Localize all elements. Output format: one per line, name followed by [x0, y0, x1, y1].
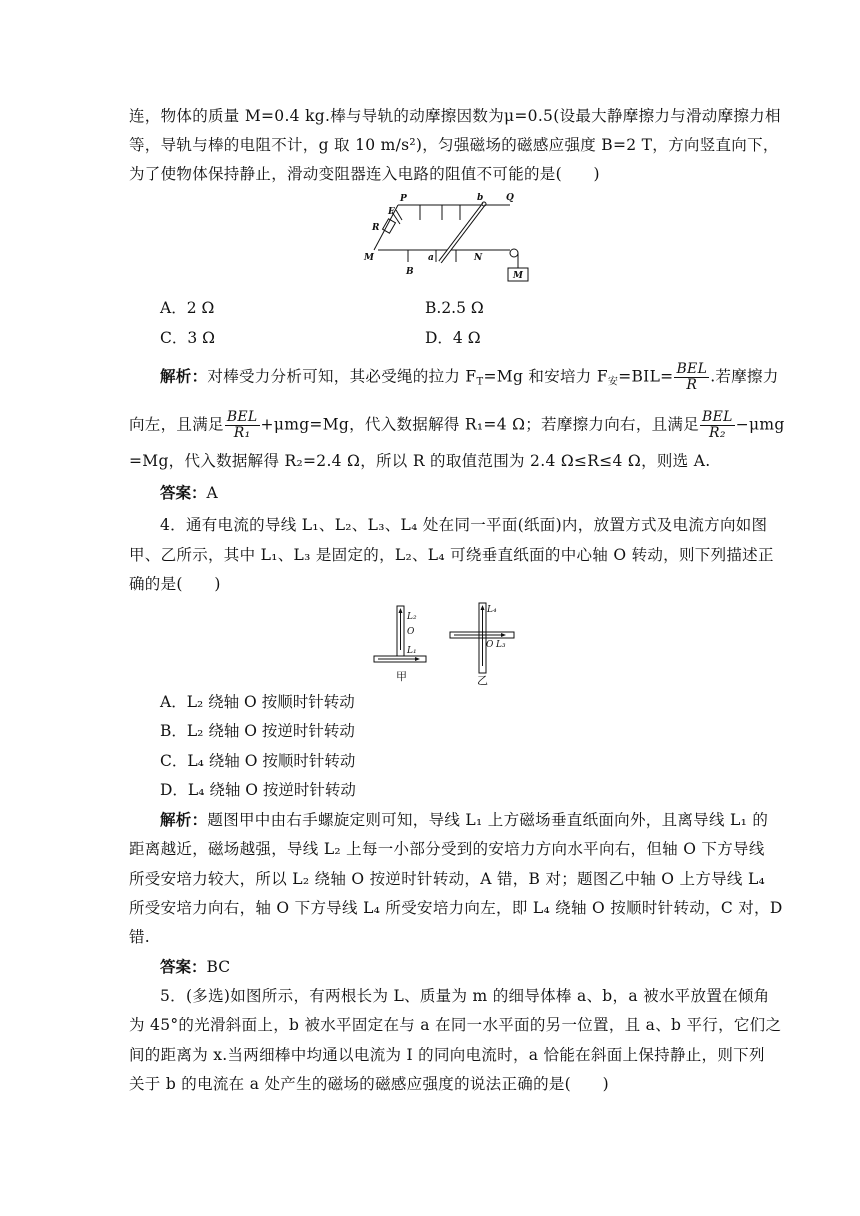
- label-jia: 甲: [396, 670, 407, 683]
- q4-analysis-line-4: 所受安培力向右，轴 O 下方导线 L₄ 所受安培力向左，即 L₄ 绕轴 O 按顺时针转动，C 对，D: [129, 899, 783, 917]
- label-mass: M: [513, 271, 523, 281]
- label-l4: L₄: [487, 605, 497, 615]
- q3-option-d: D．4 Ω: [425, 329, 481, 347]
- q4-line-2: 甲、乙所示，其中 L₁、L₃ 是固定的，L₂、L₄ 可绕垂直纸面的中心轴 O 转动，则下列描述正: [129, 546, 774, 564]
- q3-line-2: 等，导轨与棒的电阻不计，g 取 10 m/s²)，匀强磁场的磁感应强度 B=2 T，方向竖直向下，: [129, 136, 779, 154]
- q4-option-b: B．L₂ 绕轴 O 按逆时针转动: [160, 722, 355, 740]
- q3-line-3: 为了使物体保持静止，滑动变阻器连入电路的阻值不可能的是( ): [129, 165, 600, 183]
- label-yi: 乙: [477, 674, 488, 687]
- q3-analysis-line-1: 解析：对棒受力分析可知，其必受绳的拉力 $F_T=Mg$ 和安培力 $F_安=BIL=$ $\frac{\text{BEL}}{R}$ .若摩擦力: [160, 361, 779, 393]
- q5-line-2: 为 45°的光滑斜面上，b 被水平固定在与 a 在同一水平面的另一位置，且 a、b 平行，它们之: [129, 1016, 782, 1034]
- q4-option-c: C．L₄ 绕轴 O 按顺时针转动: [160, 752, 356, 770]
- label-q: Q: [506, 193, 514, 203]
- q3-option-c: C．3 Ω: [160, 329, 215, 347]
- fraction-bel-r2: $\frac{\text{BEL}}{\text{R₂}}$: [702, 409, 733, 441]
- q5-line-1: 5．(多选)如图所示，有两根长为 L、质量为 m 的细导体棒 a、b，a 被水平放置在倾角: [160, 987, 770, 1005]
- q4-line-3: 确的是( ): [129, 575, 221, 593]
- q4-analysis-label: 解析：: [160, 810, 208, 829]
- label-m: M: [364, 253, 374, 263]
- fraction-bel-r1: $\frac{\text{BEL}}{\text{R₁}}$: [226, 409, 258, 441]
- q5-line-3: 间的距离为 x.当两细棒中均通以电流为 I 的同向电流时，a 恰能在斜面上保持静止，则下列: [129, 1046, 765, 1064]
- label-l1: L₁: [407, 646, 417, 656]
- label-n: N: [474, 253, 483, 263]
- label-l3: L₃: [496, 640, 506, 650]
- q4-analysis-line-1: 解析：题图甲中由右手螺旋定则可知，导线 L₁ 上方磁场垂直纸面向外，且离导线 L₁ 的: [160, 810, 769, 829]
- label-r: R: [372, 223, 380, 233]
- label-l2: L₂: [407, 612, 417, 622]
- q3-analysis-label: 解析：: [160, 366, 208, 386]
- q3-line-1: 连，物体的质量 M=0.4 kg.棒与导轨的动摩擦因数为μ=0.5(设最大静摩擦力与滑动摩擦力相: [129, 107, 781, 125]
- q3-option-b: B.2.5 Ω: [425, 299, 484, 317]
- q4-answer: 答案：BC: [160, 957, 231, 976]
- wires-figure: [370, 600, 530, 688]
- fraction-bel-r: $\frac{\text{BEL}}{R}$: [676, 361, 708, 393]
- q3-analysis-line-3: =Mg，代入数据解得 R₂=2.4 Ω，所以 R 的取值范围为 2.4 Ω≤R≤4 Ω，则选 A.: [129, 452, 711, 470]
- q4-option-d: D．L₄ 绕轴 O 按逆时针转动: [160, 781, 356, 799]
- q5-line-4: 关于 b 的电流在 a 处产生的磁场的磁感应强度的说法正确的是( ): [129, 1075, 609, 1093]
- label-b: b: [477, 193, 484, 203]
- q3-analysis-line-2: 向左，且满足 $\frac{\text{BEL}}{\text{R₁}}$ +μmg=Mg，代入数据解得 R₁=4 Ω；若摩擦力向右，且满足 $\frac{\text{BEL}}{\text{R₂}}$ −μmg: [129, 409, 785, 441]
- q3-answer: 答案：A: [160, 483, 218, 502]
- q3-option-a: A．2 Ω: [160, 299, 215, 317]
- label-o-jia: O: [407, 627, 415, 637]
- q4-option-a: A．L₂ 绕轴 O 按顺时针转动: [160, 693, 355, 711]
- label-a: a: [428, 253, 434, 263]
- rail-circuit-figure: [360, 190, 540, 290]
- label-e: E: [388, 207, 395, 217]
- label-p: P: [400, 194, 407, 204]
- q4-analysis-line-5: 错.: [129, 928, 151, 946]
- q4-line-1: 4．通有电流的导线 L₁、L₂、L₃、L₄ 处在同一平面(纸面)内，放置方式及电流方向如图: [160, 516, 768, 534]
- label-field-b: B: [406, 267, 414, 277]
- q4-analysis-line-3: 所受安培力较大，所以 L₂ 绕轴 O 按逆时针转动，A 错，B 对；题图乙中轴 O 上方导线 L₄: [129, 870, 766, 888]
- label-o-yi: O: [486, 640, 494, 650]
- q4-analysis-line-2: 距离越近，磁场越强，导线 L₂ 上每一小部分受到的安培力方向水平向右，但轴 O 下方导线: [129, 840, 765, 858]
